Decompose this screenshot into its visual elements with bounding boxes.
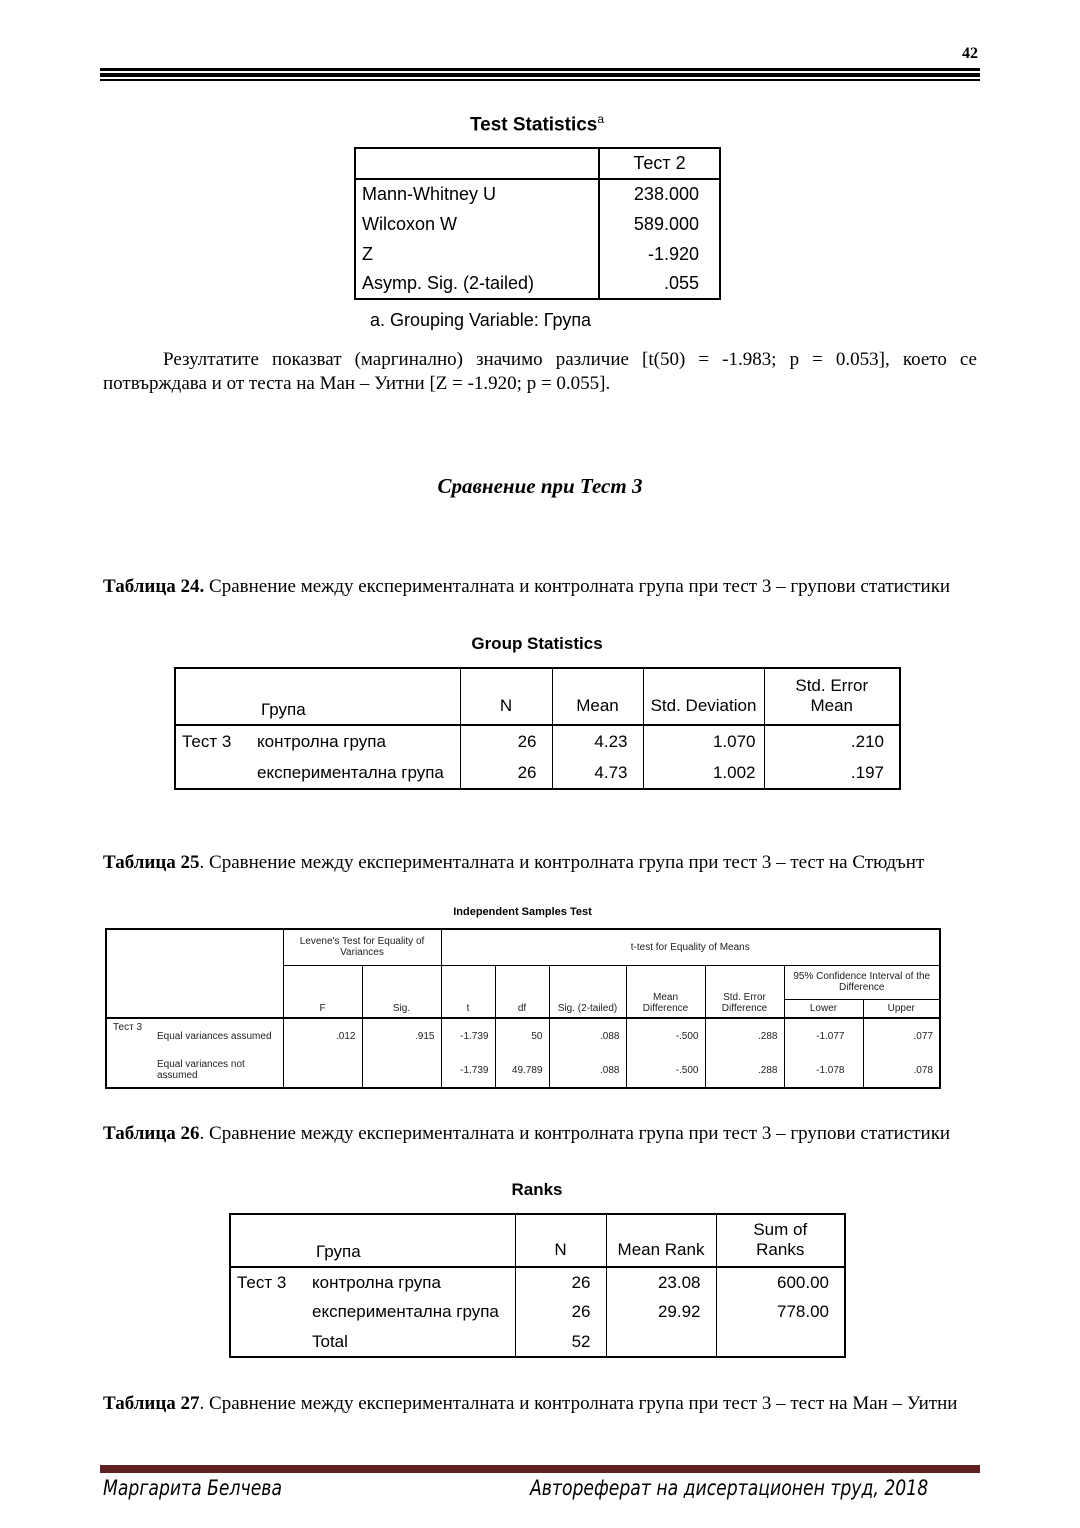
table-caption: Таблица 24. Сравнение между експерименталната и контролната група при тест 3 – групови статистики [103, 576, 951, 597]
ranks-table: Група N Mean Rank Sum of Ranks Тест 3 контролна група 26 23.08 600.00 експериментална група 26 29.92 778.00 Total 52 [229, 1213, 846, 1358]
table-caption: Таблица 27. Сравнение между експерименталната и контролната група при тест 3 – тест на Ман – Уитни [103, 1393, 958, 1414]
group-statistics-title: Group Statistics [471, 634, 603, 653]
table-caption: Таблица 25. Сравнение между експерименталната и контролната група при тест 3 – тест на Стюдънт [103, 852, 925, 873]
footer-rule [100, 1465, 980, 1473]
page-number: 42 [962, 45, 978, 62]
independent-samples-title: Independent Samples Test [453, 906, 592, 918]
results-paragraph: Резултатите показват (маргинално) значимо различие [t(50) = -1.983; p = 0.053], което се потвърждава и от теста на Ман – Уитни [Z = -1.920; p = 0.055]. [103, 349, 977, 394]
header-rule [100, 73, 980, 77]
footer-title: Автореферат на дисертационен труд, 2018 [530, 1476, 929, 1500]
header-rule [100, 68, 980, 71]
section-heading: Сравнение при Тест 3 [437, 474, 643, 498]
table-footnote: a. Grouping Variable: Група [370, 310, 592, 330]
group-statistics-table: Група N Mean Std. Deviation Std. Error Mean Тест 3 контролна група 26 4.23 1.070 .210 експериментална група 26 4.73 1.002 .197 [174, 667, 901, 790]
footer-author: Маргарита Белчева [103, 1476, 283, 1500]
test-statistics-title: Test Statistics$^a$ [469, 112, 605, 136]
independent-samples-table: Levene's Test for Equality of Variances t-test for Equality of Means F Sig. t df Sig. (2-tailed) Mean Difference Std. Error Difference 95% Confidence Interval of the Difference Lower Upper Тест 3 Equal variances assumed .012 .915 -1.739 50 .088 -.500 .288 -1.077 .077 Equal variances not assumed -1.739 49.789 .088 -.500 .288 -1.078 .078 [105, 928, 941, 1089]
test-statistics-table: Тест 2 Mann-Whitney U 238.000 Wilcoxon W 589.000 Z -1.920 Asymp. Sig. (2-tailed) .055 [354, 147, 721, 300]
table-caption: Таблица 26. Сравнение между експерименталната и контролната група при тест 3 – групови статистики [103, 1123, 951, 1144]
header-rule [100, 79, 980, 81]
ranks-title: Ranks [511, 1180, 563, 1199]
